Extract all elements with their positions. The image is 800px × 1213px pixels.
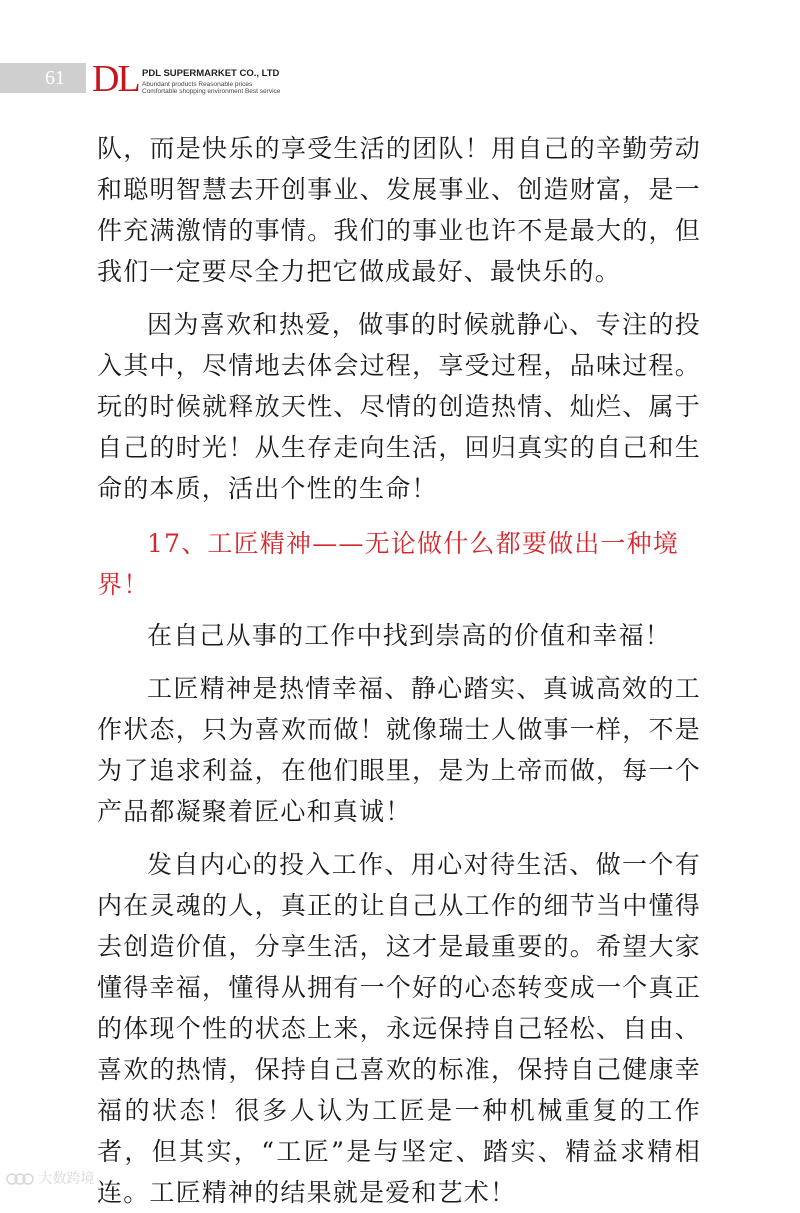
paragraph-3: 在自己从事的工作中找到崇高的价值和幸福！ (147, 621, 672, 650)
paragraph-4: 工匠精神是热情幸福、静心踏实、真诚高效的工作状态，只为喜欢而做！就像瑞士人做事一样，不是为了追求利益，在他们眼里，是为上帝而做，每一个产品都凝聚着匠心和真诚！ (97, 674, 701, 826)
paragraph-2: 因为喜欢和热爱，做事的时候就静心、专注的投入其中，尽情地去体会过程，享受过程，品味过程。玩的时候就释放天性、尽情的创造热情、灿烂、属于自己的时光！从生存走向生活，回归真实的自己和生命的本质，活出个性的生命！ (97, 310, 701, 503)
logo-mark (92, 60, 139, 98)
watermark (6, 1168, 116, 1190)
tagline-1: Abundant products Reasonable prices (142, 81, 253, 88)
paragraph-5: 发自内心的投入工作、用心对待生活、做一个有内在灵魂的人，真正的让自己从工作的细节当中懂得去创造价值，分享生活，这才是最重要的。希望大家懂得幸福，懂得从拥有一个好的心态转变成一个真正的体现个性的状态上来，永远保持自己轻松、自由、喜欢的热情，保持自己喜欢的标准，保持自己健康幸福的状态！很多人认为工匠是一种机械重复的工作者，但其实，“工匠”是与坚定、踏实、精益求精相连。工匠精神的结果就是爱和艺术！ (97, 850, 701, 1207)
section-heading: 17、工匠精神——无论做什么都要做出一种境界！ (97, 529, 680, 599)
company-name: PDL SUPERMARKET CO., LTD (142, 68, 280, 79)
page-number: 61 (45, 67, 65, 89)
logo-mark-text: DL (92, 58, 139, 100)
paragraph-1: 队，而是快乐的享受生活的团队！用自己的辛勤劳动和聪明智慧去开创事业、发展事业、创造财富，是一件充满激情的事情。我们的事业也许不是最大的，但我们一定要尽全力把它做成最好、最快乐的。 (97, 134, 701, 286)
watermark-icon (6, 1171, 34, 1187)
watermark-text: 大数跨境 (38, 1171, 95, 1187)
company-logo (92, 60, 282, 100)
tagline-2: Comfortable shopping environment Best service (142, 88, 281, 95)
page-content (97, 128, 701, 1213)
